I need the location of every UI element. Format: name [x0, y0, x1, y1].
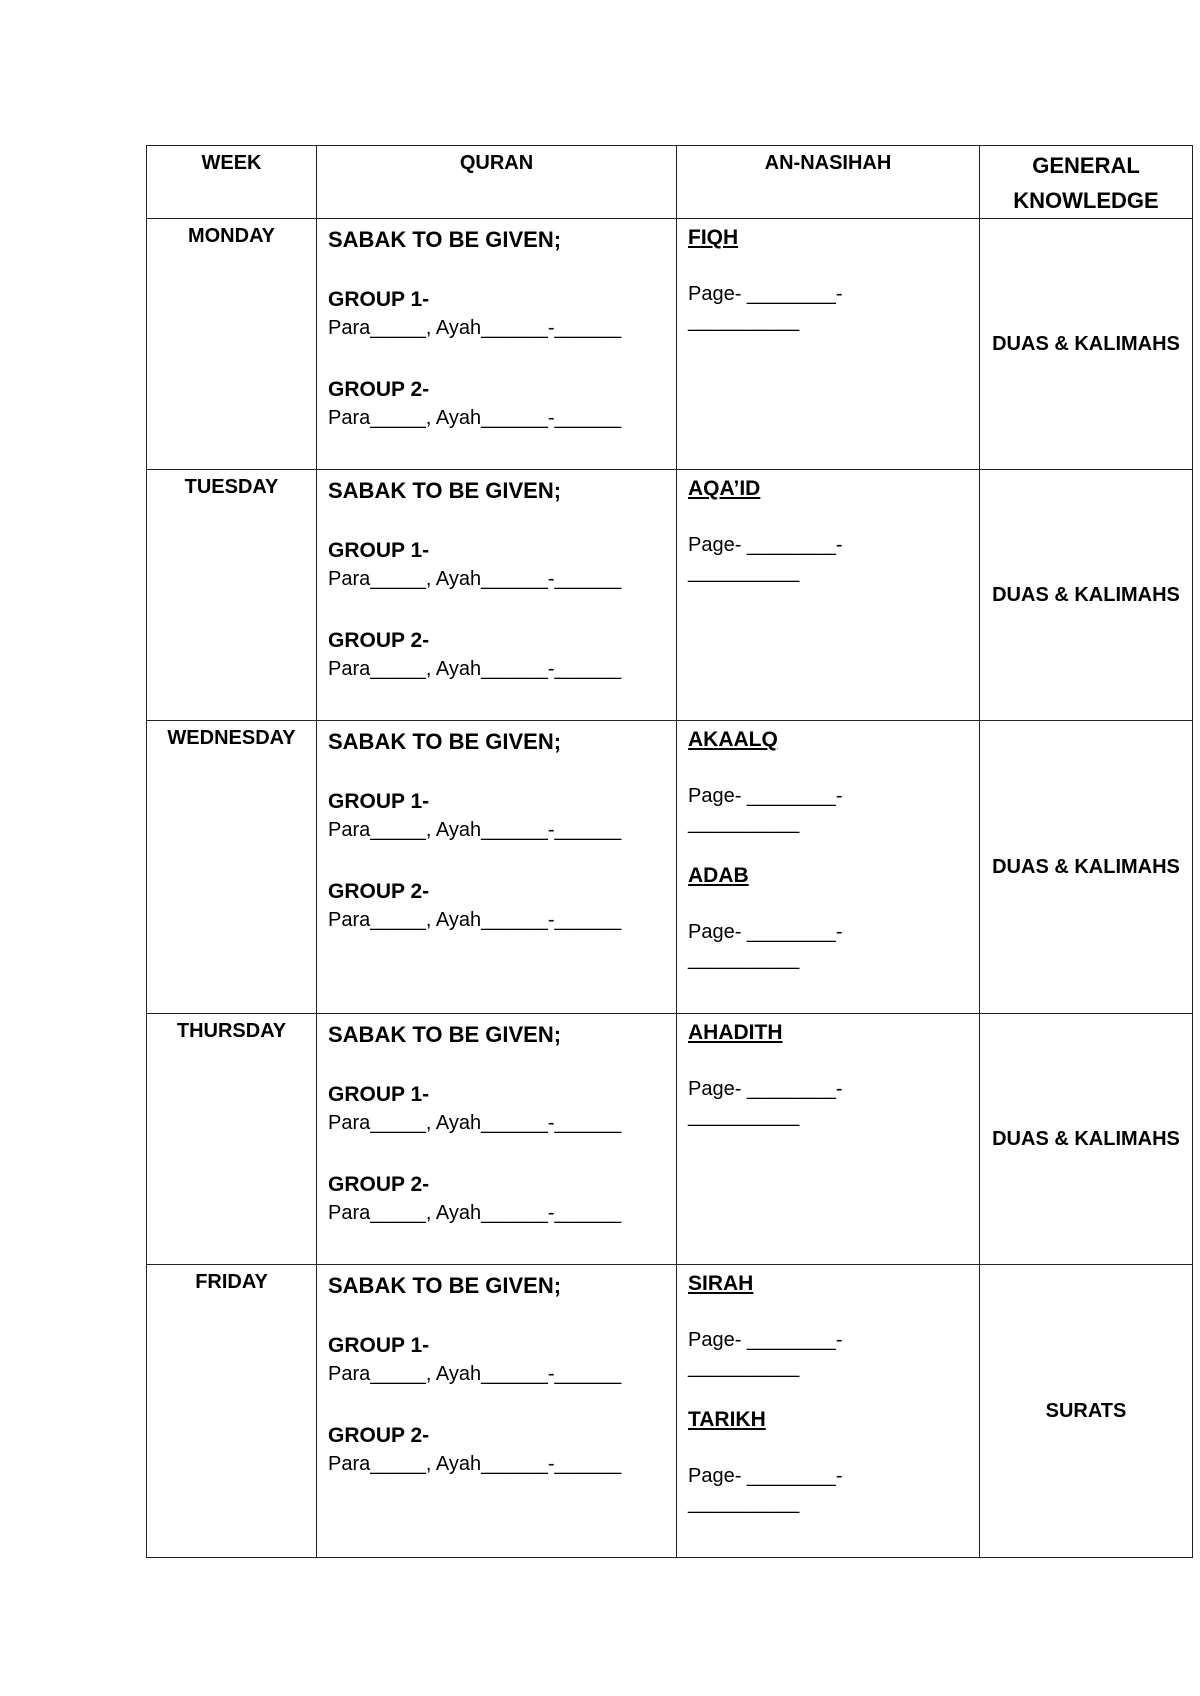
header-gk-line2: KNOWLEDGE [1013, 188, 1159, 213]
para-ayah-line: Para_____, Ayah______-______ [328, 658, 622, 680]
gk-cell [980, 219, 1193, 470]
sabak-label: SABAK TO BE GIVEN; [328, 1022, 562, 1047]
para-ayah-line: Para_____, Ayah______-______ [328, 568, 622, 590]
day-cell: THURSDAY [147, 1014, 317, 1265]
table-row [147, 1265, 1193, 1558]
nasihah-cell [677, 721, 980, 1014]
page-line: Page- ________- [688, 1078, 843, 1100]
day-cell: WEDNESDAY [147, 721, 317, 1014]
gk-cell [980, 1265, 1193, 1558]
dash-line: __________ [688, 812, 800, 834]
header-nasihah: AN-NASIHAH [677, 146, 980, 219]
gk-label: DUAS & KALIMAHS [992, 332, 1180, 355]
para-ayah-line: Para_____, Ayah______-______ [328, 1112, 622, 1134]
day-cell: FRIDAY [147, 1265, 317, 1558]
quran-cell [317, 219, 677, 470]
gk-label: DUAS & KALIMAHS [992, 1127, 1180, 1150]
nasihah-cell [677, 219, 980, 470]
header-week: WEEK [147, 146, 317, 219]
page-line: Page- ________- [688, 283, 843, 305]
header-general-knowledge [980, 146, 1193, 219]
subject-label: FIQH [688, 226, 739, 249]
group2-label: GROUP 2- [328, 880, 430, 903]
subject-label: TARIKH [688, 1408, 766, 1431]
day-cell: TUESDAY [147, 470, 317, 721]
planner-table [146, 145, 1193, 1558]
sabak-label: SABAK TO BE GIVEN; [328, 478, 562, 503]
nasihah-cell [677, 1265, 980, 1558]
group1-label: GROUP 1- [328, 790, 430, 813]
subject-label: ADAB [688, 864, 749, 887]
subject-label: AQA’ID [688, 477, 761, 500]
gk-cell [980, 1014, 1193, 1265]
sabak-label: SABAK TO BE GIVEN; [328, 1273, 562, 1298]
nasihah-cell [677, 1014, 980, 1265]
para-ayah-line: Para_____, Ayah______-______ [328, 819, 622, 841]
para-ayah-line: Para_____, Ayah______-______ [328, 317, 622, 339]
page-line: Page- ________- [688, 785, 843, 807]
gk-label: DUAS & KALIMAHS [992, 583, 1180, 606]
group1-label: GROUP 1- [328, 1083, 430, 1106]
para-ayah-line: Para_____, Ayah______-______ [328, 1363, 622, 1385]
sabak-label: SABAK TO BE GIVEN; [328, 227, 562, 252]
quran-cell [317, 1014, 677, 1265]
para-ayah-line: Para_____, Ayah______-______ [328, 1202, 622, 1224]
gk-label: SURATS [1045, 1399, 1127, 1422]
page-line: Page- ________- [688, 1465, 843, 1487]
nasihah-cell [677, 470, 980, 721]
group2-label: GROUP 2- [328, 1424, 430, 1447]
page-line: Page- ________- [688, 1329, 843, 1351]
table-row [147, 721, 1193, 1014]
quran-cell [317, 1265, 677, 1558]
subject-label: AHADITH [688, 1021, 783, 1044]
subject-label: AKAALQ [688, 728, 778, 751]
page-line: Page- ________- [688, 534, 843, 556]
header-quran: QURAN [317, 146, 677, 219]
weekly-planner [146, 145, 1192, 1558]
quran-cell [317, 470, 677, 721]
day-cell: MONDAY [147, 219, 317, 470]
page-line: Page- ________- [688, 921, 843, 943]
subject-label: SIRAH [688, 1272, 754, 1295]
table-row [147, 219, 1193, 470]
dash-line: __________ [688, 1105, 800, 1127]
table-row [147, 1014, 1193, 1265]
dash-line: __________ [688, 1356, 800, 1378]
group1-label: GROUP 1- [328, 1334, 430, 1357]
group2-label: GROUP 2- [328, 378, 430, 401]
table-row [147, 470, 1193, 721]
gk-cell [980, 721, 1193, 1014]
group2-label: GROUP 2- [328, 629, 430, 652]
group2-label: GROUP 2- [328, 1173, 430, 1196]
gk-label: DUAS & KALIMAHS [992, 855, 1180, 878]
header-row [147, 146, 1193, 219]
dash-line: __________ [688, 561, 800, 583]
group1-label: GROUP 1- [328, 288, 430, 311]
para-ayah-line: Para_____, Ayah______-______ [328, 407, 622, 429]
para-ayah-line: Para_____, Ayah______-______ [328, 1453, 622, 1475]
header-gk-line1: GENERAL [1032, 153, 1140, 178]
dash-line: __________ [688, 310, 800, 332]
group1-label: GROUP 1- [328, 539, 430, 562]
sabak-label: SABAK TO BE GIVEN; [328, 729, 562, 754]
para-ayah-line: Para_____, Ayah______-______ [328, 909, 622, 931]
dash-line: __________ [688, 948, 800, 970]
gk-cell [980, 470, 1193, 721]
dash-line: __________ [688, 1492, 800, 1514]
quran-cell [317, 721, 677, 1014]
